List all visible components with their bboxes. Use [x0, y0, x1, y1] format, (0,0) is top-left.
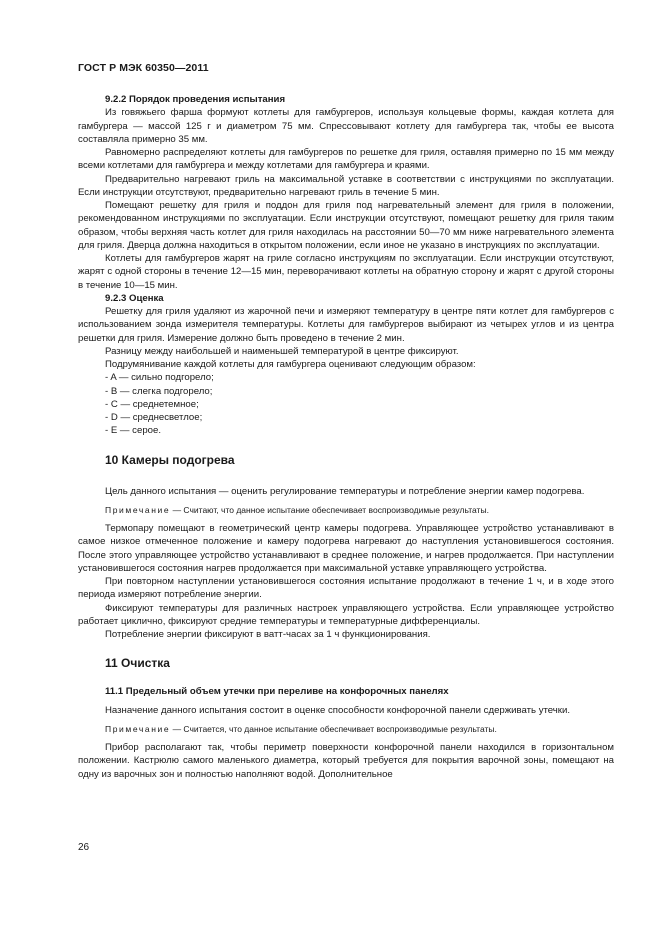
section-9-2-3-title: 9.2.3 Оценка — [105, 292, 164, 304]
page-number: 26 — [78, 842, 90, 853]
paragraph: Помещают решетку для гриля и поддон для гриля под нагревательный элемент для гриля в положении, рекомендованном инструкциями по эксплуатации. Если инструкции отсутствуют, помещают решетку для гриля таким образом, чтобы верхняя часть котлет для гриля находилась на расстоянии 50—70 мм ниже нагревательного элемента для гриля. Дверца должна находиться в открытом положении, если иное не указано в инструкциях по эксплуатации. — [78, 200, 614, 251]
paragraph: Потребление энергии фиксируют в ватт-часах за 1 ч функционирования. — [105, 629, 431, 640]
list-item: - E — серое. — [105, 425, 161, 437]
note-text: — Считается, что данное испытание обеспечивает воспроизводимые результаты. — [170, 724, 497, 734]
paragraph: Решетку для гриля удаляют из жарочной печи и измеряют температуру в центре пяти котлет для гамбургеров с использованием зонда измерителя температуры. Котлеты для гамбургеров выбирают из четырех углов и из центра решетки для гриля. Измерение должно быть проведено в течение 2 мин. — [78, 306, 614, 344]
section-11-1-title: 11.1 Предельный объем утечки при переливе на конфорочных панелях — [105, 685, 449, 697]
paragraph: Цель данного испытания — оценить регулирование температуры и потребление энергии камер подогрева. — [105, 485, 585, 497]
paragraph: Из говяжьего фарша формуют котлеты для гамбургеров, используя кольцевые формы, каждая котлета для гамбургера — массой 125 г и диаметром 75 мм. Спрессовывают котлету для гамбургера так, чтобы ее высота составляла примерно 35 мм. — [78, 107, 614, 145]
note-text: — Считают, что данное испытание обеспечивает воспроизводимые результаты. — [170, 505, 489, 515]
note-label: Примечание — [105, 505, 171, 515]
paragraph: Фиксируют температуры для различных настроек управляющего устройства. Если управляющее устройство работает циклично, фиксируют средние температуры и температурные дифференциалы. — [78, 602, 614, 627]
document-body — [78, 93, 614, 781]
note — [78, 504, 614, 516]
section-11-heading: 11 Очистка — [105, 656, 170, 671]
paragraph: Подрумянивание каждой котлеты для гамбургера оценивают следующим образом: — [105, 359, 476, 370]
paragraph: Прибор располагают так, чтобы периметр поверхности конфорочной панели находился в горизонтальном положении. Кастрюлю самого маленького диаметра, который требуется для покрытия варочной зоны, помещают на одну из варочных зон и полностью наполняют водой. Дополнительное — [78, 742, 614, 780]
paragraph: При повторном наступлении установившегося состояния испытание продолжают в течение 1 ч, и в ходе этого периода измеряют потребление энергии. — [78, 576, 614, 601]
paragraph: Равномерно распределяют котлеты для гамбургеров по решетке для гриля, оставляя примерно по 15 мм между всеми котлетами для гамбургера и между котлетами для гамбургера и краями. — [78, 147, 614, 172]
note-label: Примечание — [105, 724, 171, 734]
paragraph: Разницу между наибольшей и наименьшей температурой в центре фиксируют. — [105, 345, 459, 357]
paragraph: Котлеты для гамбургеров жарят на гриле согласно инструкциям по эксплуатации. Если инструкции отсутствуют, жарят с одной стороны в течение 12—15 мин, переворачивают котлеты на обратную сторону и жарят с другой стороны в течение 10—15 мин. — [78, 253, 614, 291]
paragraph: Предварительно нагревают гриль на максимальной уставке в соответствии с инструкциями по эксплуатации. Если инструкции отсутствуют, предварительно нагревают гриль в течение 5 мин. — [78, 173, 614, 198]
document-header: ГОСТ Р МЭК 60350—2011 — [78, 62, 209, 74]
paragraph: Термопару помещают в геометрический центр камеры подогрева. Управляющее устройство устанавливают в самое низкое отмеченное положение и камеру подогрева нагревают до наступления установившегося состояния. После этого управляющее устройство устанавливают в среднее положение, и нагрев продолжается. При наступлении установившегося состояния нагрев продолжается при максимальной уставке управляющего устройства. — [78, 523, 614, 574]
section-9-2-2-title: 9.2.2 Порядок проведения испытания — [105, 94, 286, 105]
list-item: - C — среднетемное; — [105, 398, 199, 410]
paragraph: Назначение данного испытания состоит в оценке способности конфорочной панели сдерживать утечки. — [105, 704, 571, 716]
list-item: - B — слегка подгорело; — [105, 385, 213, 397]
list-item: - A — сильно подгорело; — [105, 372, 214, 384]
list-item: - D — среднесветлое; — [105, 412, 203, 423]
section-10-heading: 10 Камеры подогрева — [105, 452, 235, 467]
note — [78, 723, 614, 735]
